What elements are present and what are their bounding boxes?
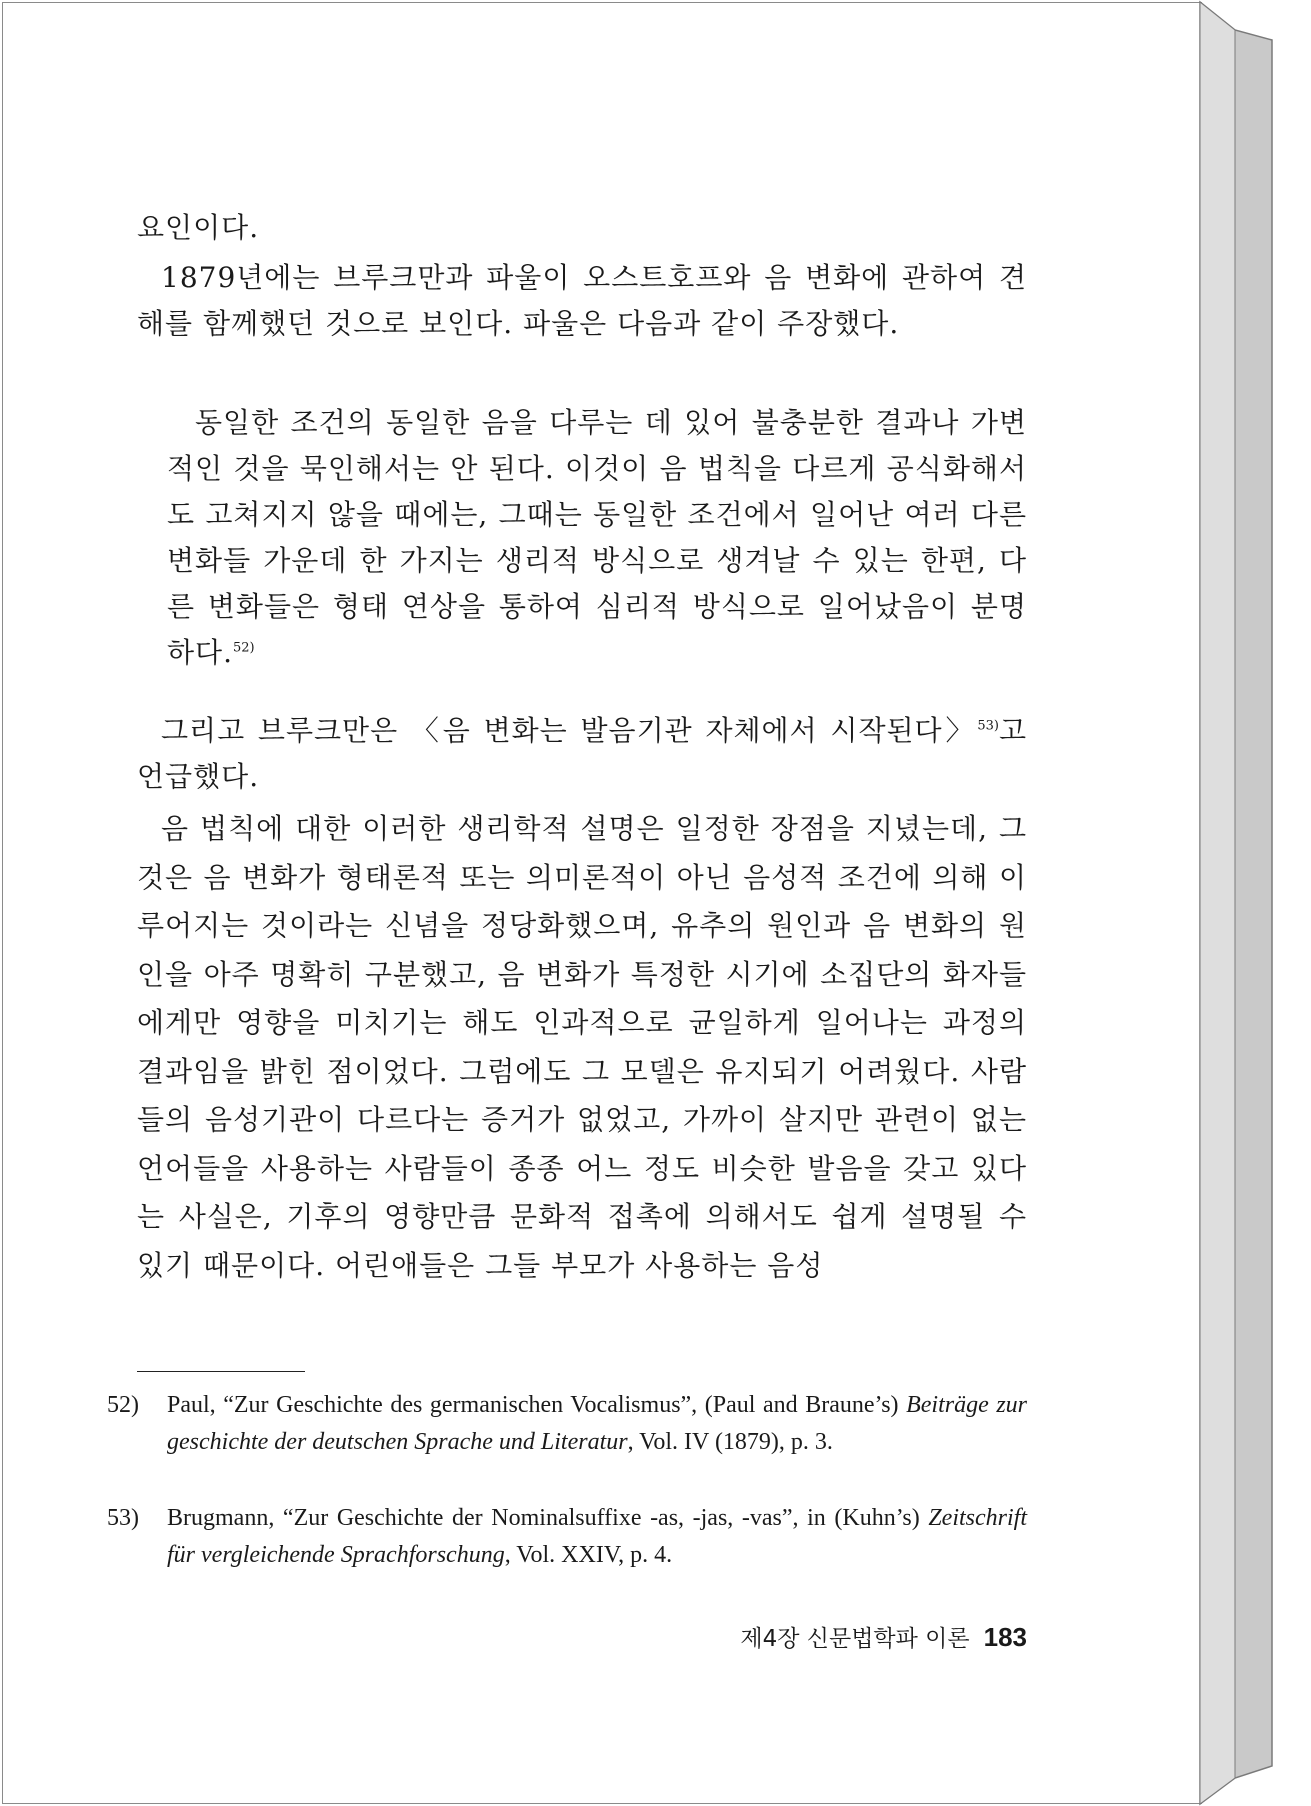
- paragraph-2: [137, 255, 1027, 347]
- chapter-title: 제4장 신문법학파 이론: [740, 1626, 970, 1652]
- footnote-52: [107, 1387, 1028, 1461]
- paragraph-3-text-a: 그리고 브루크만은 〈음 변화는 발음기관 자체에서 시작된다〉: [161, 714, 978, 747]
- footnote-52-citation: , Vol. IV (1879), p. 3.: [627, 1429, 833, 1455]
- block-quote-text: 동일한 조건의 동일한 음을 다루는 데 있어 불충분한 결과나 가변적인 것을 묵인해서는 안 된다. 이것이 음 법칙을 다르게 공식화해서도 고쳐지지 않을 때에는, 그때는 동일한 조건에서 일어난 여러 다른 변화들 가운데 한 가지는 생리적 방식으로 생겨날 수 있는 한편, 다른 변화들은 형태 연상을 통하여 심리적 방식으로 일어났음이 분명하다.: [167, 406, 1027, 669]
- paragraph-3: [137, 708, 1027, 800]
- paragraph-1: [137, 205, 1027, 251]
- paragraph-4-text: 음 법칙에 대한 이러한 생리학적 설명은 일정한 장점을 지녔는데, 그것은 음 변화가 형태론적 또는 의미론적이 아닌 음성적 조건에 의해 이루어지는 것이라는 신념을 정당화했으며, 유추의 원인과 음 변화의 원인을 아주 명확히 구분했고, 음 변화가 특정한 시기에 소집단의 화자들에게만 영향을 미치기는 해도 인과적으로 균일하게 일어나는 과정의 결과임을 밝힌 점이었다. 그럼에도 그 모델은 유지되기 어려웠다. 사람들의 음성기관이 다르다는 증거가 없었고, 가까이 살지만 관련이 없는 언어들을 사용하는 사람들이 종종 어느 정도 비슷한 발음을 갖고 있다는 사실은, 기후의 영향만큼 문화적 접촉에 의해서도 쉽게 설명될 수 있기 때문이다. 어린애들은 그들 부모가 사용하는 음성: [137, 812, 1027, 1282]
- footnote-52-number: 52): [107, 1392, 139, 1418]
- footnote-53-title: Zeitschrift für vergleichende Sprachforschung: [167, 1505, 1027, 1568]
- footnote-53: [107, 1500, 1027, 1574]
- footnote-52-title: Beiträge zur geschichte der deutschen Sprache und Literatur: [167, 1392, 1028, 1455]
- page-footer: [137, 1620, 1027, 1653]
- footnote-ref-52: 52): [233, 640, 255, 656]
- paragraph-1-text: 요인이다.: [137, 211, 260, 244]
- block-quote: [167, 400, 1027, 676]
- footnote-53-citation: , Vol. XXIV, p. 4.: [504, 1542, 673, 1568]
- page-number: 183: [983, 1622, 1027, 1652]
- footnote-ref-53: 53): [977, 718, 999, 734]
- paragraph-4: [137, 805, 1027, 1290]
- footnote-53-text: Brugmann, “Zur Geschichte der Nominalsuffixe -as, -jas, -vas”, in (Kuhn’s): [167, 1505, 929, 1531]
- footnote-53-number: 53): [107, 1505, 139, 1531]
- paragraph-3-text-b: 고 언급했다.: [137, 714, 1027, 793]
- footnote-divider: [137, 1371, 305, 1372]
- paragraph-2-text: 1879년에는 브루크만과 파울이 오스트호프와 음 변화에 관하여 견해를 함께했던 것으로 보인다. 파울은 다음과 같이 주장했다.: [137, 261, 1027, 340]
- footnote-52-text: Paul, “Zur Geschichte des germanischen Vocalismus”, (Paul and Braune’s): [167, 1392, 907, 1418]
